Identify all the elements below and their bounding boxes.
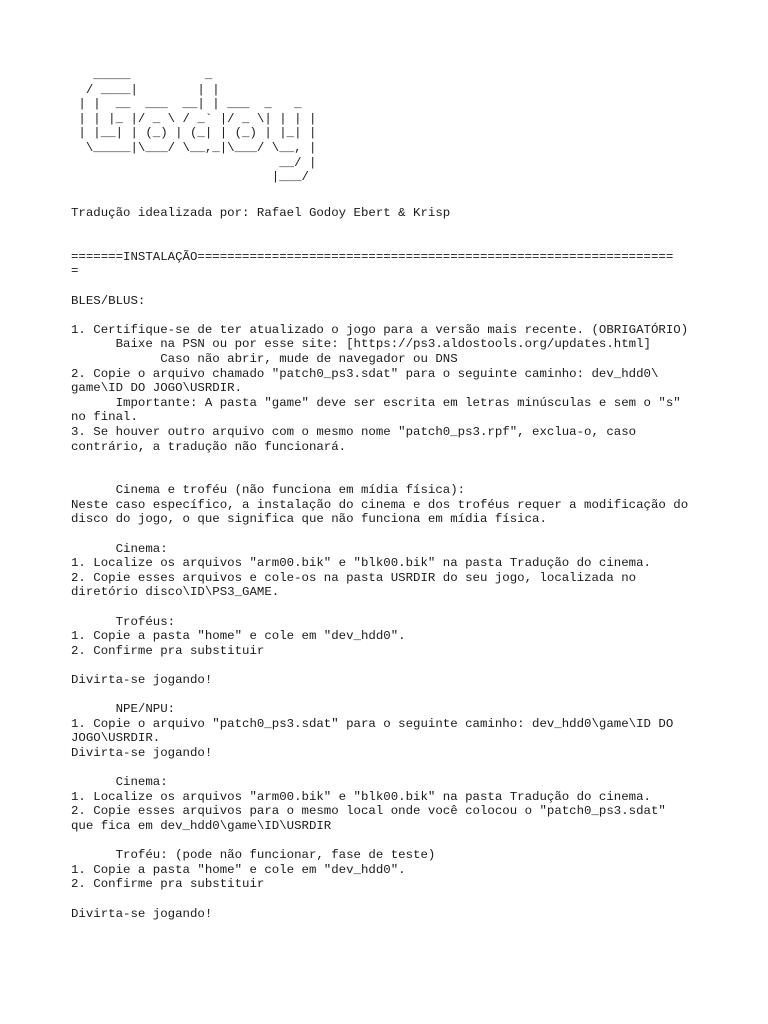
text-line: Baixe na PSN ou por esse site: [https://ps3.aldostools.org/updates.html] (71, 337, 651, 352)
text-line: Neste caso específico, a instalação do cinema e dos troféus requer a modificação do (71, 497, 689, 512)
text-line: Caso não abrir, mude de navegador ou DNS (71, 351, 458, 366)
blank-line (71, 454, 711, 469)
text-line: 1. Localize os arquivos "arm00.bik" e "blk00.bik" na pasta Tradução do cinema. (71, 556, 651, 571)
text-line: Tradução idealizada por: Rafael Godoy Ebert & Krisp (71, 206, 451, 220)
ascii-art-line: _____ _ (71, 68, 213, 82)
ascii-art-line: / ____| | | (71, 82, 220, 97)
blank-line (71, 308, 711, 323)
text-line: Cinema e troféu (não funciona em mídia física): (71, 483, 466, 498)
text-line: 2. Confirme pra substituir (71, 877, 265, 892)
blank-line (71, 221, 711, 236)
text-line: 1. Copie a pasta "home" e cole em "dev_hdd0". (71, 629, 406, 644)
text-line: Cinema: (71, 541, 168, 556)
text-line: Cinema: (71, 775, 168, 790)
blank-line (71, 279, 711, 294)
text-line: diretório disco\ID\PS3_GAME. (71, 585, 280, 600)
text-line: contrário, a tradução não funcionará. (71, 439, 347, 454)
text-line: disco do jogo, o que significa que não funciona em mídia física. (71, 512, 547, 527)
blank-line (71, 235, 711, 250)
text-line: =======INSTALAÇÃO================================================================ (71, 249, 674, 264)
text-line: 2. Copie o arquivo chamado "patch0_ps3.sdat" para o seguinte caminho: dev_hdd0\ (71, 366, 659, 381)
text-line: 1. Certifique-se de ter atualizado o jogo para a versão mais recente. (OBRIGATÓRIO) (71, 322, 689, 337)
ascii-art-line: |___/ (71, 170, 309, 185)
ascii-art-line: | | |_ |/ _ \ / _` |/ _ \| | | | (71, 111, 317, 126)
ascii-art-line: | | __ ___ __| | ___ _ _ (71, 97, 302, 112)
text-line: Importante: A pasta "game" deve ser escrita em letras minúsculas e sem o "s" (71, 395, 681, 410)
ascii-art-line: | |__| | (_) | (_| | (_) | |_| | (71, 126, 317, 141)
text-line: no final. (71, 410, 138, 425)
ascii-art-line: __/ | (71, 155, 317, 170)
text-line: que fica em dev_hdd0\game\ID\USRDIR (71, 818, 332, 833)
text-line: game\ID DO JOGO\USRDIR. (71, 381, 243, 396)
blank-line (71, 658, 711, 673)
text-line: 1. Copie o arquivo "patch0_ps3.sdat" para o seguinte caminho: dev_hdd0\game\ID DO (71, 716, 674, 731)
blank-line (71, 834, 711, 849)
text-line: BLES/BLUS: (71, 293, 146, 308)
text-line: 1. Localize os arquivos "arm00.bik" e "blk00.bik" na pasta Tradução do cinema. (71, 789, 651, 804)
blank-line (71, 892, 711, 907)
text-line: 2. Copie esses arquivos e cole-os na pasta USRDIR do seu jogo, localizada no (71, 570, 637, 585)
text-line: Troféus: (71, 614, 176, 629)
text-line: Divirta-se jogando! (71, 673, 213, 687)
blank-line (71, 469, 711, 484)
text-line: Divirta-se jogando! (71, 906, 213, 921)
ascii-art-line: \_____|\___/ \__,_|\___/ \__, | (71, 140, 317, 155)
blank-line (71, 761, 711, 776)
ascii-art-logo (71, 68, 316, 185)
text-line: NPE/NPU: (71, 702, 176, 717)
text-line: 2. Copie esses arquivos para o mesmo local onde você colocou o "patch0_ps3.sdat" (71, 804, 666, 819)
text-line: 2. Confirme pra substituir (71, 643, 265, 658)
text-line: JOGO\USRDIR. (71, 731, 161, 746)
text-line: 1. Copie a pasta "home" e cole em "dev_hdd0". (71, 862, 406, 877)
text-line: Divirta-se jogando! (71, 745, 213, 760)
text-line: = (71, 264, 79, 279)
text-line: 3. Se houver outro arquivo com o mesmo nome "patch0_ps3.rpf", exclua-o, caso (71, 424, 637, 439)
blank-line (71, 688, 711, 703)
blank-line (71, 600, 711, 615)
blank-line (71, 527, 711, 542)
text-line: Troféu: (pode não funcionar, fase de teste) (71, 848, 436, 863)
document-body (71, 206, 711, 921)
